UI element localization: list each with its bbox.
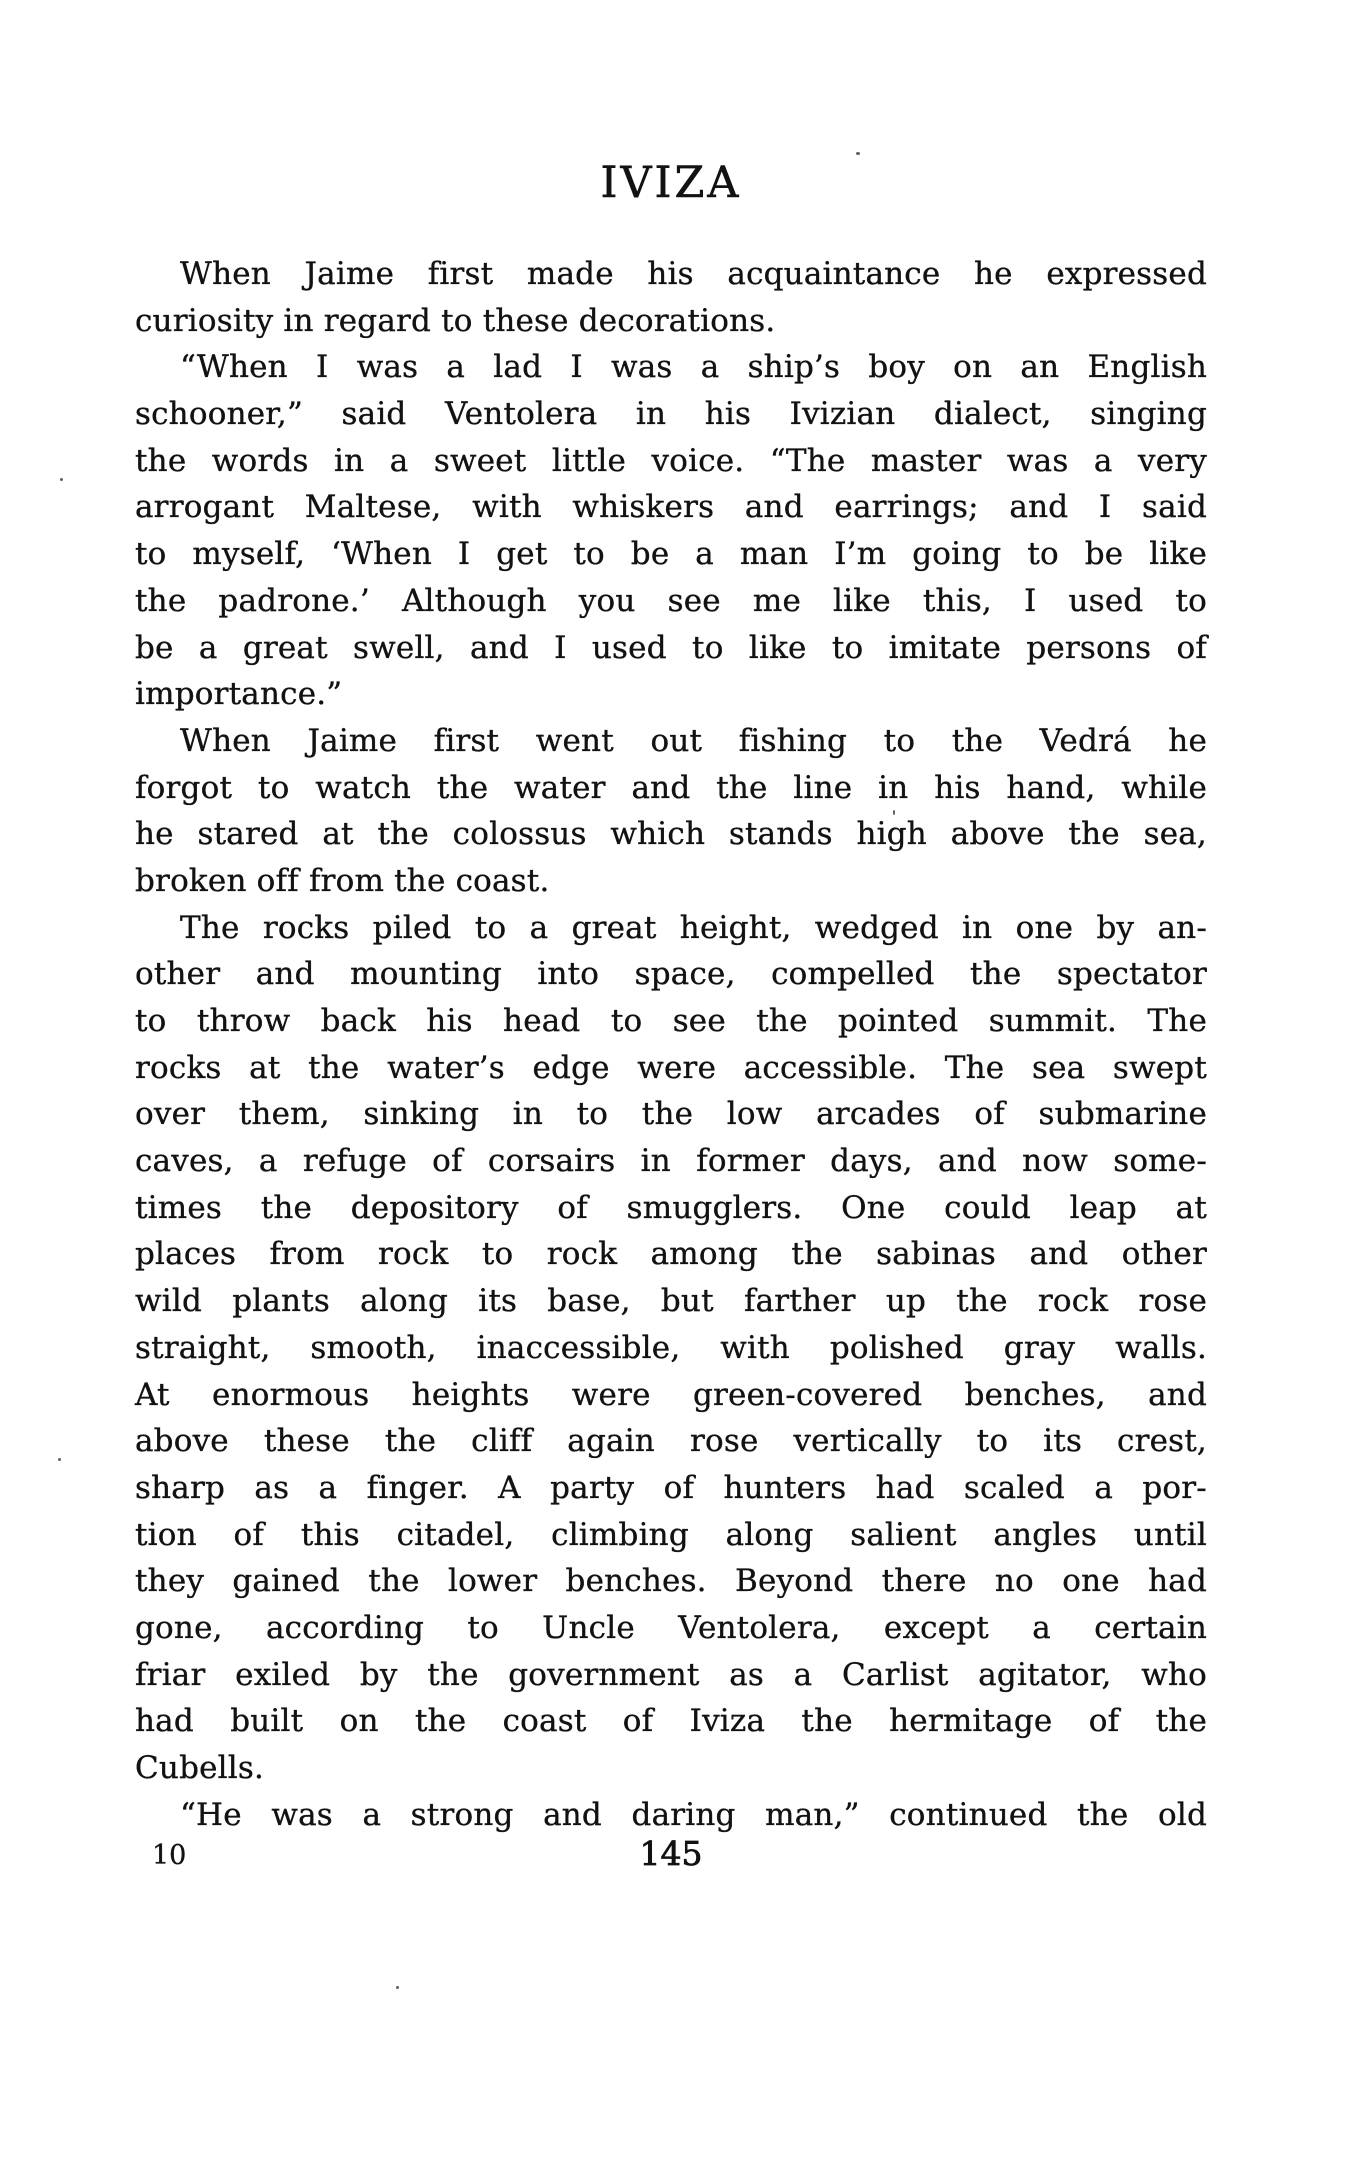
text-line: places from rock to rock among the sabinas and other (135, 1236, 1207, 1273)
text-line: forgot to watch the water and the line in his hand, while (135, 769, 1207, 806)
text-line: the words in a sweet little voice. “The master was a very (135, 442, 1207, 479)
text-line: importance.” (135, 676, 343, 713)
page-text (135, 251, 1207, 1838)
chapter-title: IVIZA (600, 158, 742, 208)
text-line: they gained the lower benches. Beyond there no one had (135, 1563, 1207, 1600)
text-line: When Jaime first made his acquaintance he expressed (180, 256, 1207, 292)
scan-speck (58, 1458, 61, 1461)
text-line: schooner,” said Ventolera in his Ivizian dialect, singing (135, 396, 1207, 433)
text-line: had built on the coast of Iviza the hermitage of the (135, 1703, 1207, 1740)
text-line: sharp as a finger. A party of hunters had scaled a por- (135, 1469, 1207, 1506)
text-line: wild plants along its base, but farther up the rock rose (135, 1283, 1207, 1320)
text-line: to myself, ‘When I get to be a man I’m going to be like (135, 536, 1207, 573)
text-line: gone, according to Uncle Ventolera, except a certain (135, 1609, 1207, 1646)
text-line: broken off from the coast. (135, 862, 550, 899)
text-line: Cubells. (135, 1750, 265, 1786)
text-line: At enormous heights were green-covered benches, and (135, 1376, 1207, 1413)
signature-mark: 10 (152, 1840, 187, 1871)
text-line: be a great swell, and I used to like to imitate persons of (135, 629, 1207, 666)
text-line: caves, a refuge of corsairs in former days, and now some- (135, 1143, 1207, 1180)
text-line: to throw back his head to see the pointed summit. The (135, 1003, 1207, 1039)
scan-speck (396, 1986, 399, 1989)
scan-speck (60, 478, 63, 481)
text-line: he stared at the colossus which stands high above the sea, (135, 816, 1207, 853)
text-line: “He was a strong and daring man,” continued the old (180, 1796, 1207, 1833)
text-line: curiosity in regard to these decorations. (135, 302, 776, 339)
text-line: arrogant Maltese, with whiskers and earrings; and I said (135, 489, 1207, 526)
scan-speck (856, 152, 860, 155)
text-line: the padrone.’ Although you see me like this, I used to (135, 582, 1207, 619)
text-line: friar exiled by the government as a Carlist agitator, who (135, 1656, 1207, 1693)
text-line: above these the cliff again rose vertically to its crest, (135, 1423, 1207, 1460)
page-number: 145 (639, 1834, 703, 1873)
text-line: tion of this citadel, climbing along salient angles until (135, 1516, 1207, 1553)
text-line: The rocks piled to a great height, wedged in one by an- (180, 909, 1207, 946)
text-line: rocks at the water’s edge were accessible. The sea swept (135, 1049, 1207, 1086)
text-line: times the depository of smugglers. One could leap at (135, 1189, 1207, 1226)
text-line: other and mounting into space, compelled the spectator (135, 956, 1207, 993)
text-line: When Jaime first went out fishing to the Vedrá he (180, 722, 1207, 759)
text-line: “When I was a lad I was a ship’s boy on an English (180, 349, 1207, 386)
text-line: over them, sinking in to the low arcades of submarine (135, 1096, 1207, 1133)
text-line: straight, smooth, inaccessible, with polished gray walls. (135, 1329, 1207, 1366)
